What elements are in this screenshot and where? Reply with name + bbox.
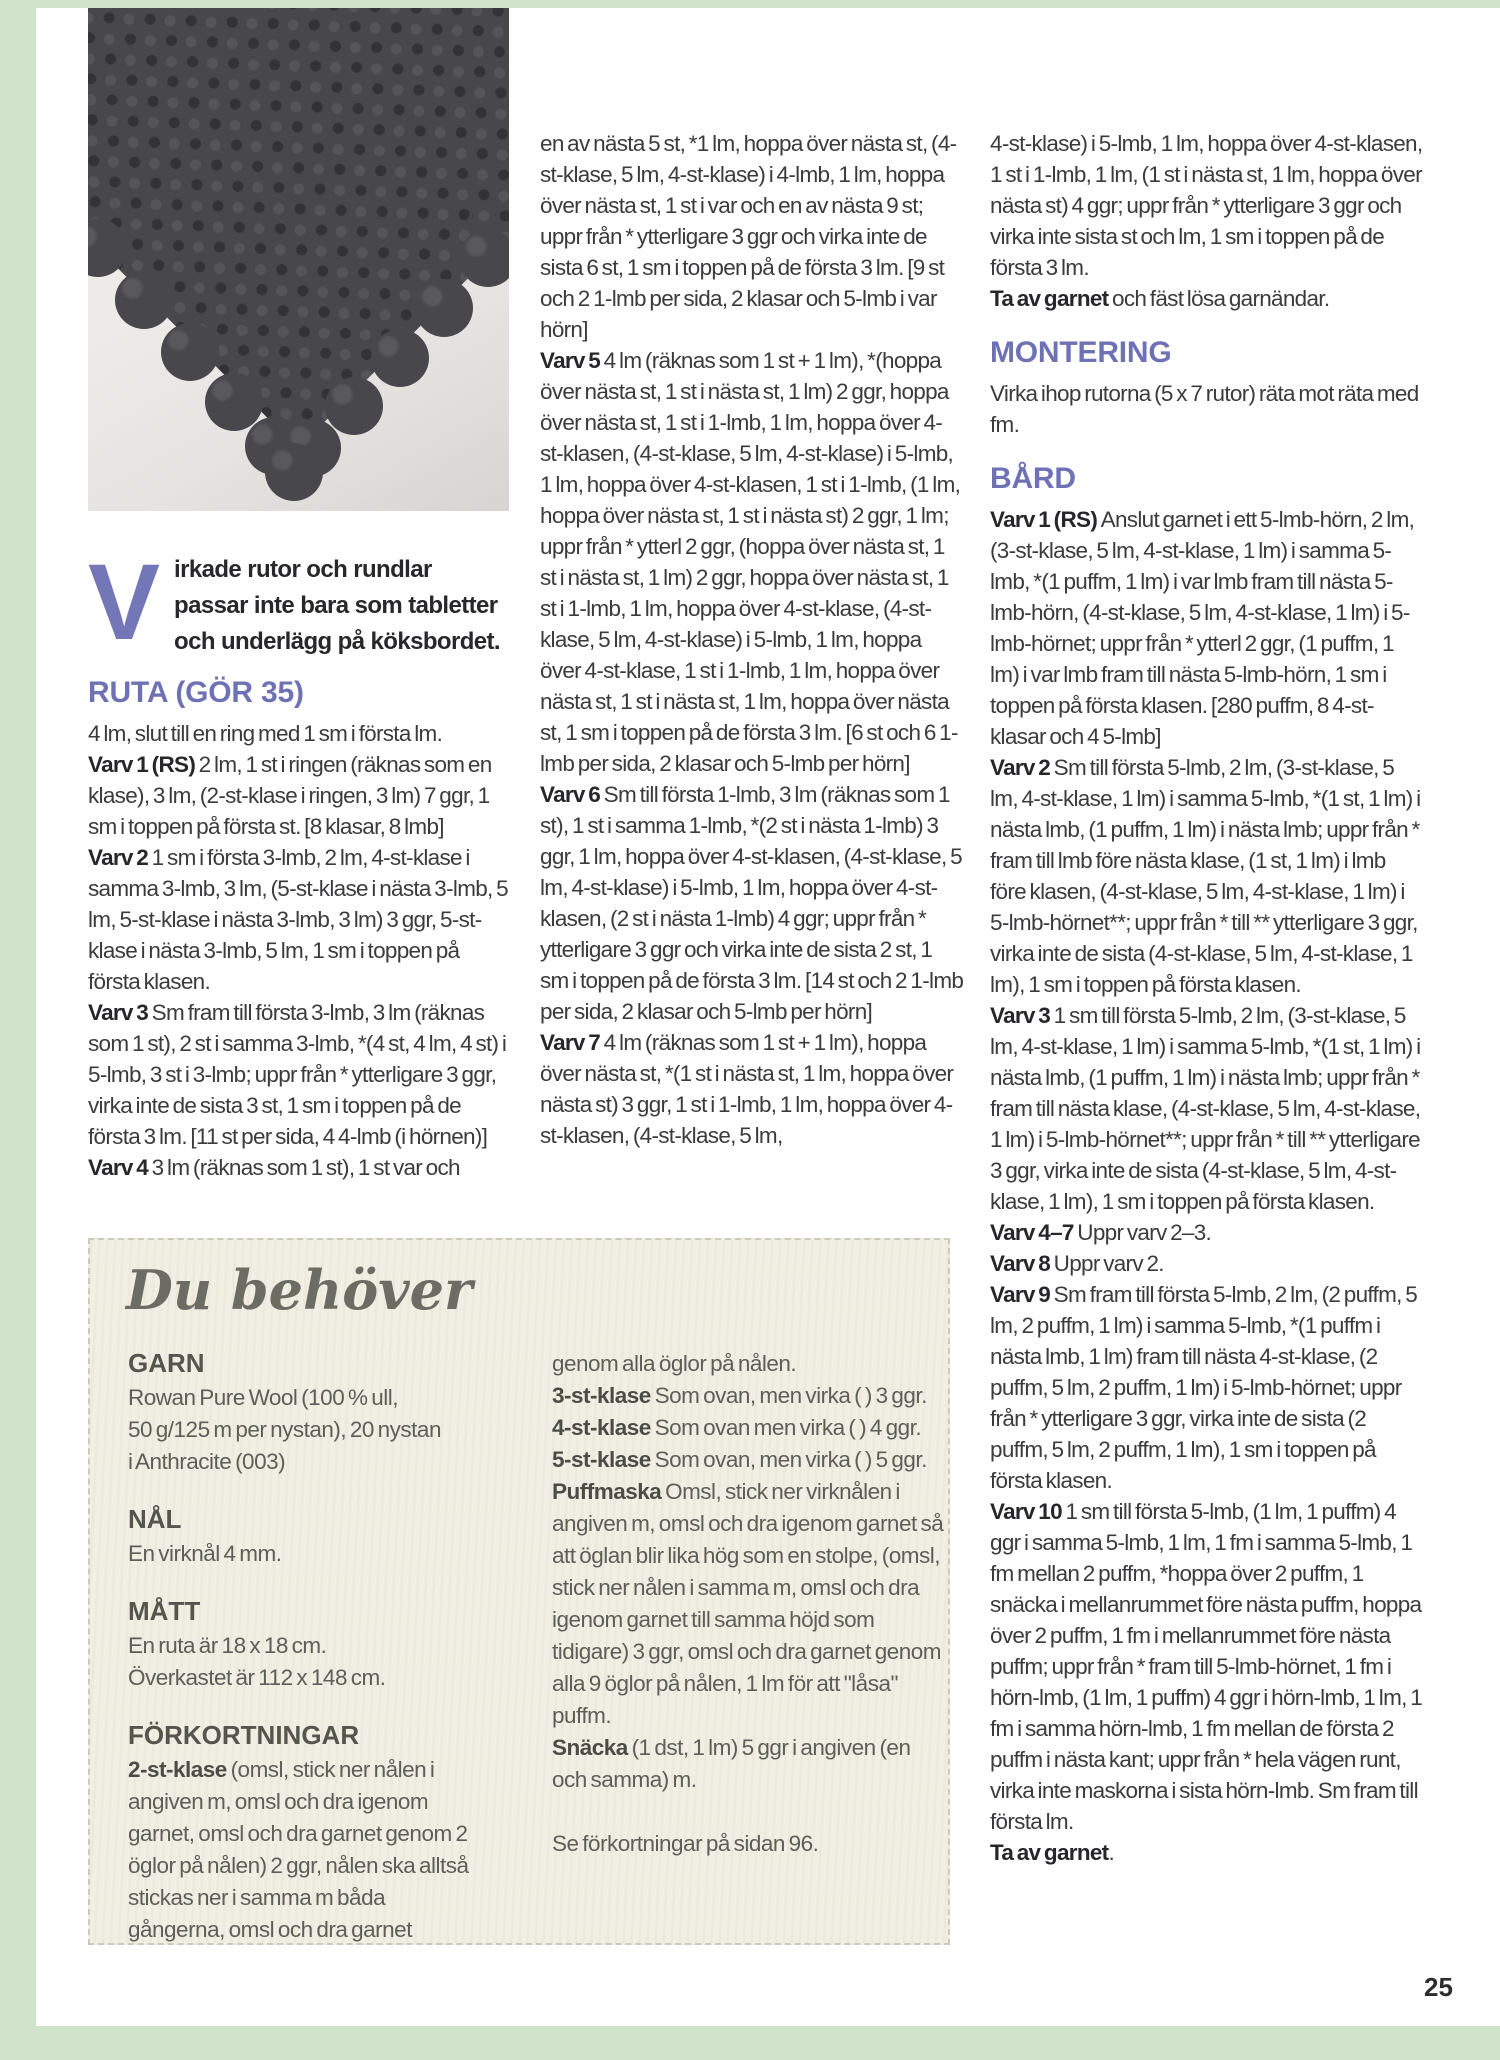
scallop-bump [115, 271, 173, 329]
bold-lead: Ta av garnet [990, 1840, 1109, 1865]
bold-lead: Varv 8 [990, 1251, 1054, 1276]
body-paragraph [128, 1446, 480, 1478]
scallop-bump [325, 377, 383, 435]
body-text: en av nästa 5 st, *1 lm, hoppa över nästa st, (4-st-klase, 5 lm, 4-st-klase) i 4-lmb, 1 lm, hoppa över nästa st, 1 st i var och en av nästa 9 st; uppr från * ytterligare 3 ggr och virka inte de sista 6 st, 1 sm i toppen på de första 3 lm. [9 st och 2 1-lmb per sida, 2 klasar och 5-lmb i var hörn] [540, 131, 957, 342]
scallop-bump [161, 323, 219, 381]
body-text: Sm till första 1-lmb, 3 lm (räknas som 1 st), 1 st i samma 1-lmb, *(2 st i nästa 1-lmb) 3 ggr, 1 lm, hoppa över 4-st-klasen, (4-st-klase, 5 lm, 4-st-klase) i 5-lmb, 1 lm, hoppa över 4-st-klasen, (2 st i nästa 1-lmb) 4 ggr; uppr från * ytterligare 3 ggr och virka inte de sista 2 st, 1 sm i toppen på de första 3 lm. [14 st och 2 1-lmb per sida, 2 klasar och 5-lmb per hörn] [540, 782, 964, 1024]
body-paragraph [88, 997, 508, 1152]
page-edge-left [0, 0, 36, 2060]
body-text: genom alla öglor på nålen. [552, 1351, 797, 1376]
bold-lead: Varv 10 [990, 1499, 1066, 1524]
body-text: Sm fram till första 3-lmb, 3 lm (räknas som 1 st), 2 st i samma 3-lmb, *(4 st, 4 lm, 4 st) i 5-lmb, 3 st i 3-lmb; uppr från * ytterligare 3 ggr, virka inte de sista 3 st, 1 sm i toppen på de första 3 lm. [11 st per sida, 4 4-lmb (i hörnen)] [88, 1000, 507, 1149]
scallop-bump [371, 329, 429, 387]
bold-lead: 5-st-klase [552, 1447, 655, 1472]
body-text: och fäst lösa garnändar. [1112, 286, 1330, 311]
bold-lead: 2-st-klase [128, 1757, 231, 1782]
body-paragraph [552, 1348, 944, 1380]
box-subheading: FÖRKORTNINGAR [128, 1720, 360, 1750]
bold-lead: Varv 2 [990, 755, 1054, 780]
body-text: Uppr varv 2. [1053, 1251, 1164, 1276]
body-text: Anslut garnet i ett 5-lmb-hörn, 2 lm, (3-st-klase, 5 lm, 4-st-klase, 1 lm) i samma 5-lmb, *(1 puffm, 1 lm) i var lmb fram till nästa 5-lmb-hörn, (4-st-klase, 5 lm, 4-st-klase, 1 lm) i 5-lmb-hörnet; uppr från * ytterl 2 ggr, (1 puffm, 1 lm) i var lmb fram till nästa 5-lmb-hörn, 1 sm i toppen på första klasen. [280 puffm, 8 4-st-klasar och 4 5-lmb] [990, 507, 1415, 749]
body-text: 3 lm (räknas som 1 st), 1 st var och [151, 1155, 460, 1180]
body-paragraph [990, 1217, 1424, 1248]
dropcap-v: V [88, 541, 161, 662]
box-subheading: MÅTT [128, 1596, 201, 1626]
body-paragraph [552, 1412, 944, 1444]
box-subheading: GARN [128, 1348, 205, 1378]
body-paragraph [88, 718, 508, 749]
body-text: 4-st-klase) i 5-lmb, 1 lm, hoppa över 4-st-klasen, 1 st i 1-lmb, 1 lm, (1 st i nästa st, 1 lm, hoppa över nästa st) 4 ggr; uppr från * ytterligare 3 ggr och virka inte sista st och lm, 1 sm i toppen på de första 3 lm. [990, 131, 1423, 280]
body-paragraph [990, 1000, 1424, 1217]
body-text: Virka ihop rutorna (5 x 7 rutor) räta mot räta med fm. [990, 381, 1419, 437]
bold-lead: Varv 6 [540, 782, 604, 807]
body-text: (1 dst, 1 lm) 5 ggr i angiven (en och samma) m. [552, 1735, 911, 1792]
body-text: Som ovan, men virka ( ) 5 ggr. [654, 1447, 927, 1472]
body-text: 4 lm (räknas som 1 st + 1 lm), hoppa över nästa st, *(1 st i nästa st, 1 lm, hoppa över nästa st) 3 ggr, 1 st i 1-lmb, 1 lm, hoppa över 4-st-klasen, (4-st-klase, 5 lm, [540, 1030, 954, 1148]
materials-box-right-column [552, 1348, 944, 1860]
body-paragraph [990, 752, 1424, 1000]
section-heading: MONTERING [990, 336, 1172, 369]
bold-lead: Varv 9 [990, 1282, 1054, 1307]
body-paragraph [88, 842, 508, 997]
body-text: Sm till första 5-lmb, 2 lm, (3-st-klase, 5 lm, 4-st-klase, 1 lm) i samma 5-lmb, *(1 st, 1 lm) i nästa lmb, (1 puffm, 1 lm) i nästa lmb; uppr från * fram till lmb före nästa klase, (1 st, 1 lm) i lmb före klasen, (4-st-klase, 5 lm, 4-st-klase, 1 lm) i 5-lmb-hörnet**; uppr från * till ** ytterligare 3 ggr, virka inte de sista (4-st-klase, 5 lm, 4-st-klase, 1 lm), 1 sm i toppen på första klasen. [990, 755, 1421, 997]
text-column-2 [540, 128, 964, 1151]
body-paragraph [990, 1279, 1424, 1496]
bold-lead: Varv 2 [88, 845, 152, 870]
materials-box-left-column [128, 1348, 480, 1946]
scallop-bump [459, 229, 509, 287]
body-text: 50 g/125 m per nystan), 20 nystan [128, 1417, 441, 1442]
body-text: En ruta är 18 x 18 cm. [128, 1633, 327, 1658]
body-paragraph [990, 128, 1424, 283]
body-paragraph [552, 1476, 944, 1732]
body-text: . [1108, 1840, 1115, 1865]
body-paragraph [552, 1828, 944, 1860]
bold-lead: Varv 1 (RS) [990, 507, 1101, 532]
page-edge-top [0, 0, 1500, 8]
bold-lead: Varv 7 [540, 1030, 604, 1055]
spacer [552, 1796, 944, 1828]
body-text: Överkastet är 112 x 148 cm. [128, 1665, 386, 1690]
bold-lead: Varv 3 [990, 1003, 1054, 1028]
section-heading: BÅRD [990, 462, 1076, 495]
text-column-3 [990, 128, 1424, 1868]
body-paragraph [128, 1754, 480, 1946]
body-text: Omsl, stick ner virknålen i angiven m, omsl och dra igenom garnet så att öglan blir lika hög som en stolpe, (omsl, stick ner nålen i samma m, omsl och dra igenom garnet till samma höjd som tidigare) 3 ggr, omsl och dra garnet genom alla 9 öglor på nålen, 1 lm för att "låsa" puffm. [552, 1479, 944, 1728]
body-paragraph [990, 1837, 1424, 1868]
intro-paragraph [88, 541, 508, 662]
body-paragraph [990, 1248, 1424, 1279]
bold-lead: Puffmaska [552, 1479, 666, 1504]
body-text: Som ovan, men virka ( ) 3 ggr. [654, 1383, 927, 1408]
text-column-1 [88, 676, 508, 1183]
body-text: 1 sm till första 5-lmb, (1 lm, 1 puffm) 4 ggr i samma 5-lmb, 1 lm, 1 fm i samma 5-lmb, 1 fm mellan 2 puffm, *hoppa över 2 puffm, 1 snäcka i mellanrummet före nästa puffm, hoppa över 2 puffm, 1 fm i mellanrummet före nästa puffm; uppr från * fram till 5-lmb-hörnet, 1 fm i hörn-lmb, (1 lm, 1 puffm) 4 ggr i hörn-lmb, 1 lm, 1 fm i samma hörn-lmb, 1 fm mellan de första 2 puffm i nästa kant; uppr från * hela vägen runt, virka inte maskorna i sista hörn-lmb. Sm fram till första lm. [990, 1499, 1423, 1834]
scallop-bump [205, 373, 263, 431]
bold-lead: Varv 4 [88, 1155, 152, 1180]
body-paragraph [552, 1380, 944, 1412]
materials-box [88, 1238, 950, 1945]
body-paragraph [540, 345, 964, 779]
crochet-blanket-shape [88, 8, 509, 449]
bold-lead: Varv 1 (RS) [88, 752, 199, 777]
body-text: 4 lm, slut till en ring med 1 sm i första lm. [88, 721, 443, 746]
body-text: Se förkortningar på sidan 96. [552, 1831, 819, 1856]
page-edge-bottom [0, 2026, 1500, 2060]
page-number: 25 [1424, 1972, 1453, 2002]
body-paragraph [540, 1027, 964, 1151]
body-paragraph [540, 779, 964, 1027]
body-paragraph [990, 504, 1424, 752]
body-paragraph [990, 283, 1424, 314]
body-text: (omsl, stick ner nålen i angiven m, omsl och dra igenom garnet, omsl och dra garnet genom 2 öglor på nålen) 2 ggr, nålen ska alltså stickas ner i samma m båda gångerna, omsl och dra garnet [128, 1757, 469, 1942]
body-text: Som ovan men virka ( ) 4 ggr. [654, 1415, 922, 1440]
body-text: 1 sm i första 3-lmb, 2 lm, 4-st-klase i samma 3-lmb, 3 lm, (5-st-klase i nästa 3-lmb, 5 lm, 5-st-klase i nästa 3-lmb, 3 lm) 3 ggr, 5-st-klase i nästa 3-lmb, 5 lm, 1 sm i toppen på första klasen. [88, 845, 508, 994]
bold-lead: Varv 4–7 [990, 1220, 1078, 1245]
body-paragraph [128, 1414, 480, 1446]
section-heading: RUTA (GÖR 35) [88, 676, 304, 709]
body-text: 1 sm till första 5-lmb, 2 lm, (3-st-klase, 5 lm, 4-st-klase, 1 lm) i samma 5-lmb, *(1 st, 1 lm) i nästa lmb, (1 puffm, 1 lm) i nästa lmb; uppr från * fram till nästa klase, (4-st-klase, 5 lm, 4-st-klase, 1 lm) i 5-lmb-hörnet**; uppr från * till ** ytterligare 3 ggr, virka inte de sista (4-st-klase, 5 lm, 4-st-klase, 1 lm), 1 sm i toppen på första klasen. [990, 1003, 1421, 1214]
body-paragraph [552, 1732, 944, 1796]
body-text: Uppr varv 2–3. [1077, 1220, 1212, 1245]
body-text: 4 lm (räknas som 1 st + 1 lm), *(hoppa över nästa st, 1 st i nästa st, 1 lm) 2 ggr, hoppa över nästa st, 1 st i 1-lmb, 1 lm, hoppa över 4-st-klasen, (4-st-klase, 5 lm, 4-st-klase) i 5-lmb, 1 lm, hoppa över 4-st-klasen, 1 st i 1-lmb, (1 lm, hoppa över nästa st, 1 st i nästa st) 2 ggr, 1 lm; uppr från * ytterl 2 ggr, (hoppa över nästa st, 1 st i nästa st, 1 lm) 2 ggr, hoppa över nästa st, 1 st i 1-lmb, 1 lm, hoppa över 4-st-klase, (4-st-klase, 5 lm, 4-st-klase) i 5-lmb, 1 lm, hoppa över 4-st-klase, 1 st i 1-lmb, 1 lm, hoppa över nästa st, 1 st i nästa st, 1 lm, hoppa över nästa st, 1 sm i toppen på de första 3 lm. [6 st och 6 1-lmb per sida, 2 klasar och 5-lmb per hörn] [540, 348, 961, 776]
body-text: 2 lm, 1 st i ringen (räknas som en klase), 3 lm, (2-st-klase i ringen, 3 lm) 7 ggr, 1 sm i toppen på första st. [8 klasar, 8 lmb] [88, 752, 492, 839]
body-paragraph [540, 128, 964, 345]
scallop-bump [415, 279, 473, 337]
materials-box-title: Du behöver [126, 1258, 473, 1322]
body-paragraph [128, 1630, 480, 1662]
crochet-blanket-photo [88, 8, 509, 511]
body-paragraph [990, 1496, 1424, 1837]
body-paragraph [128, 1662, 480, 1694]
body-paragraph [128, 1382, 480, 1414]
body-paragraph [88, 749, 508, 842]
bold-lead: 3-st-klase [552, 1383, 655, 1408]
bold-lead: Ta av garnet [990, 286, 1113, 311]
bold-lead: Varv 5 [540, 348, 604, 373]
bold-lead: Snäcka [552, 1735, 632, 1760]
body-text: i Anthracite (003) [128, 1449, 286, 1474]
scallop-bump [265, 443, 323, 501]
body-paragraph [88, 1152, 508, 1183]
body-text: Rowan Pure Wool (100 % ull, [128, 1385, 398, 1410]
body-text: Sm fram till första 5-lmb, 2 lm, (2 puffm, 5 lm, 2 puffm, 1 lm) i samma 5-lmb, *(1 puffm i nästa lmb, 1 lm) fram till nästa 4-st-klase, (2 puffm, 5 lm, 2 puffm, 1 lm) i 5-lmb-hörnet; uppr från * ytterligare 3 ggr, virka inte de sista (2 puffm, 5 lm, 2 puffm, 1 lm), 1 sm i toppen på första klasen. [990, 1282, 1418, 1493]
box-subheading: NÅL [128, 1504, 182, 1534]
body-paragraph [128, 1538, 480, 1570]
body-text: En virknål 4 mm. [128, 1541, 282, 1566]
bold-lead: 4-st-klase [552, 1415, 655, 1440]
body-paragraph [990, 378, 1424, 440]
bold-lead: Varv 3 [88, 1000, 152, 1025]
intro-text: irkade rutor och rundlar passar inte bara som tabletter och underlägg på köksbordet. [174, 556, 500, 655]
body-paragraph [552, 1444, 944, 1476]
